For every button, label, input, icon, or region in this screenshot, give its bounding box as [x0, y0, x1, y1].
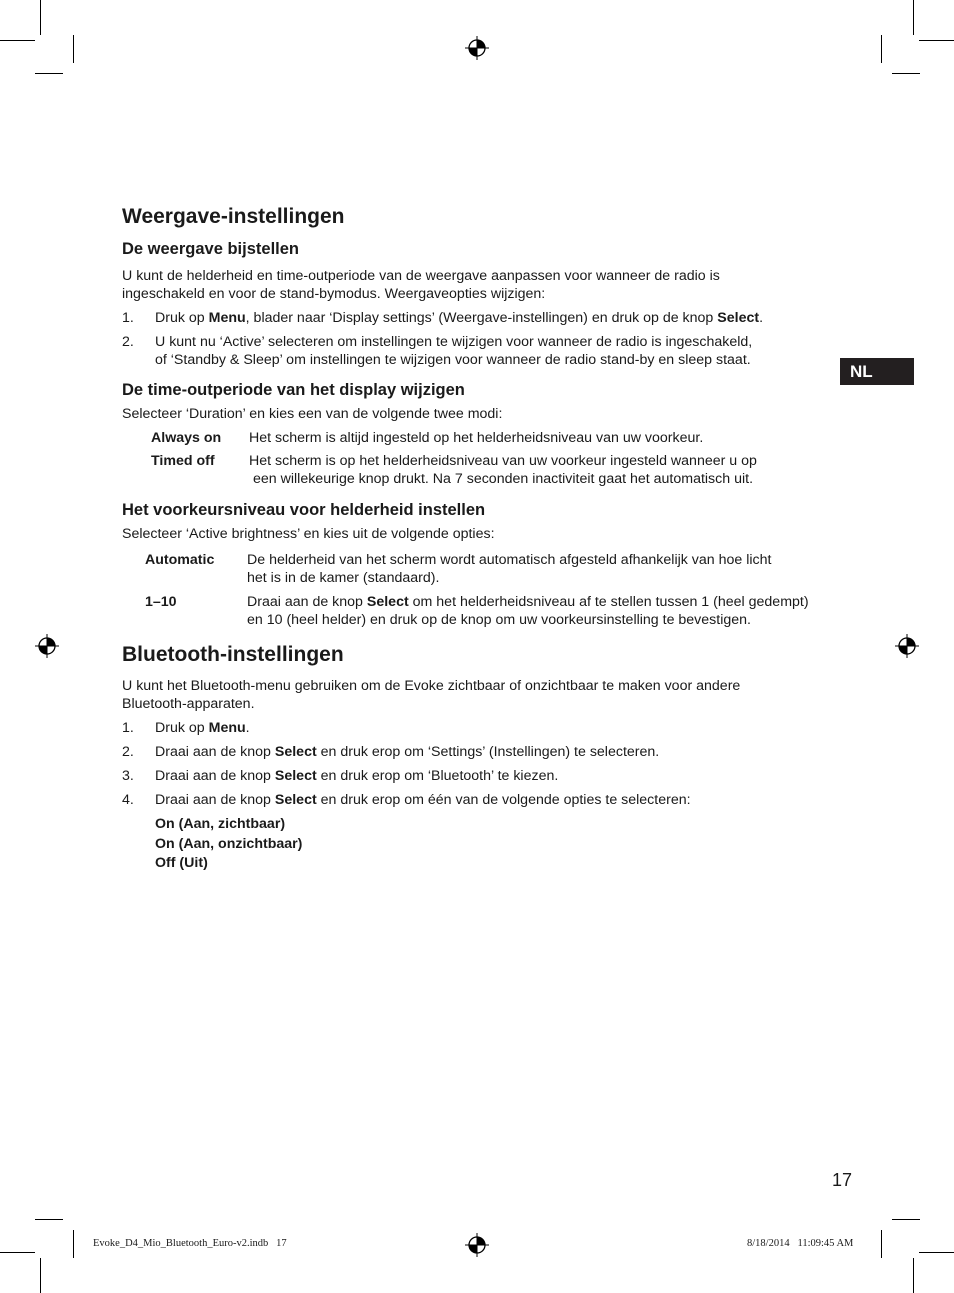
registration-mark-icon [465, 1233, 489, 1257]
option-item: On (Aan, onzichtbaar) [155, 835, 303, 852]
subsection-title-time-out: De time-outperiode van het display wijzigen [122, 381, 465, 399]
list-item: Druk op Menu. [155, 720, 250, 736]
registration-mark-icon [895, 634, 919, 658]
option-item: On (Aan, zichtbaar) [155, 816, 286, 832]
list-number: 2. [122, 334, 134, 350]
paragraph: Selecteer ‘Duration’ en kies een van de volgende twee modi: [122, 406, 503, 422]
section-title-bluetooth: Bluetooth-instellingen [122, 643, 344, 666]
definition-text: De helderheid van het scherm wordt automatisch afgesteld afhankelijk van hoe licht het is in de kamer (standaard). [247, 552, 772, 586]
language-tab: NL [840, 358, 914, 385]
definition-term: Timed off [151, 453, 215, 469]
paragraph: Selecteer ‘Active brightness’ en kies uit de volgende opties: [122, 526, 495, 542]
definition-text: Het scherm is op het helderheidsniveau van uw voorkeur ingesteld wanneer u op een willekeurige knop drukt. Na 7 seconden inactiviteit gaat het automatisch uit. [249, 453, 757, 487]
list-number: 2. [122, 744, 134, 760]
footer-filename: Evoke_D4_Mio_Bluetooth_Euro-v2.indb 17 [93, 1238, 287, 1249]
page-number: 17 [832, 1170, 853, 1190]
footer-timestamp: 8/18/2014 11:09:45 AM [747, 1238, 854, 1249]
paragraph: U kunt de helderheid en time-outperiode van de weergave aanpassen voor wanneer de radio is ingeschakeld en voor de stand-bymodus. Weergaveopties wijzigen: [122, 268, 720, 302]
list-number: 4. [122, 792, 134, 808]
list-item: Draai aan de knop Select en druk erop om één van de volgende opties te selecteren: [155, 792, 691, 808]
option-item: Off (Uit) [155, 855, 208, 871]
definition-text: Draai aan de knop Select om het helderheidsniveau af te stellen tussen 1 (heel gedempt) en 10 (heel helder) en druk op de knop om uw voorkeursinstelling te bevestigen. [247, 594, 809, 628]
subsection-title-weergave-bijstellen: De weergave bijstellen [122, 240, 299, 258]
list-item: Draai aan de knop Select en druk erop om ‘Bluetooth’ te kiezen. [155, 768, 559, 784]
section-title-weergave: Weergave-instellingen [122, 205, 345, 228]
list-item: U kunt nu ‘Active’ selecteren om instellingen te wijzigen voor wanneer de radio is ingeschakeld, of ‘Standby & Sleep’ om instellingen te wijzigen voor wanneer de radio stand-by en sleep staat. [155, 334, 753, 368]
definition-term: 1–10 [145, 594, 177, 610]
paragraph: U kunt het Bluetooth-menu gebruiken om de Evoke zichtbaar of onzichtbaar te maken voor andere Bluetooth-apparaten. [122, 678, 741, 712]
list-number: 1. [122, 720, 134, 736]
list-number: 1. [122, 310, 134, 326]
list-item: Draai aan de knop Select en druk erop om ‘Settings’ (Instellingen) te selecteren. [155, 744, 660, 760]
definition-term: Always on [151, 430, 222, 446]
bluetooth-options [155, 815, 302, 874]
definition-term: Automatic [145, 552, 215, 568]
list-item: Druk op Menu, blader naar ‘Display settings’ (Weergave-instellingen) en druk op de knop Select. [155, 310, 764, 326]
definition-text: Het scherm is altijd ingesteld op het helderheidsniveau van uw voorkeur. [249, 430, 704, 446]
subsection-title-helderheid: Het voorkeursniveau voor helderheid instellen [122, 501, 486, 519]
list-number: 3. [122, 768, 134, 784]
registration-mark-icon [35, 634, 59, 658]
registration-mark-icon [465, 36, 489, 60]
